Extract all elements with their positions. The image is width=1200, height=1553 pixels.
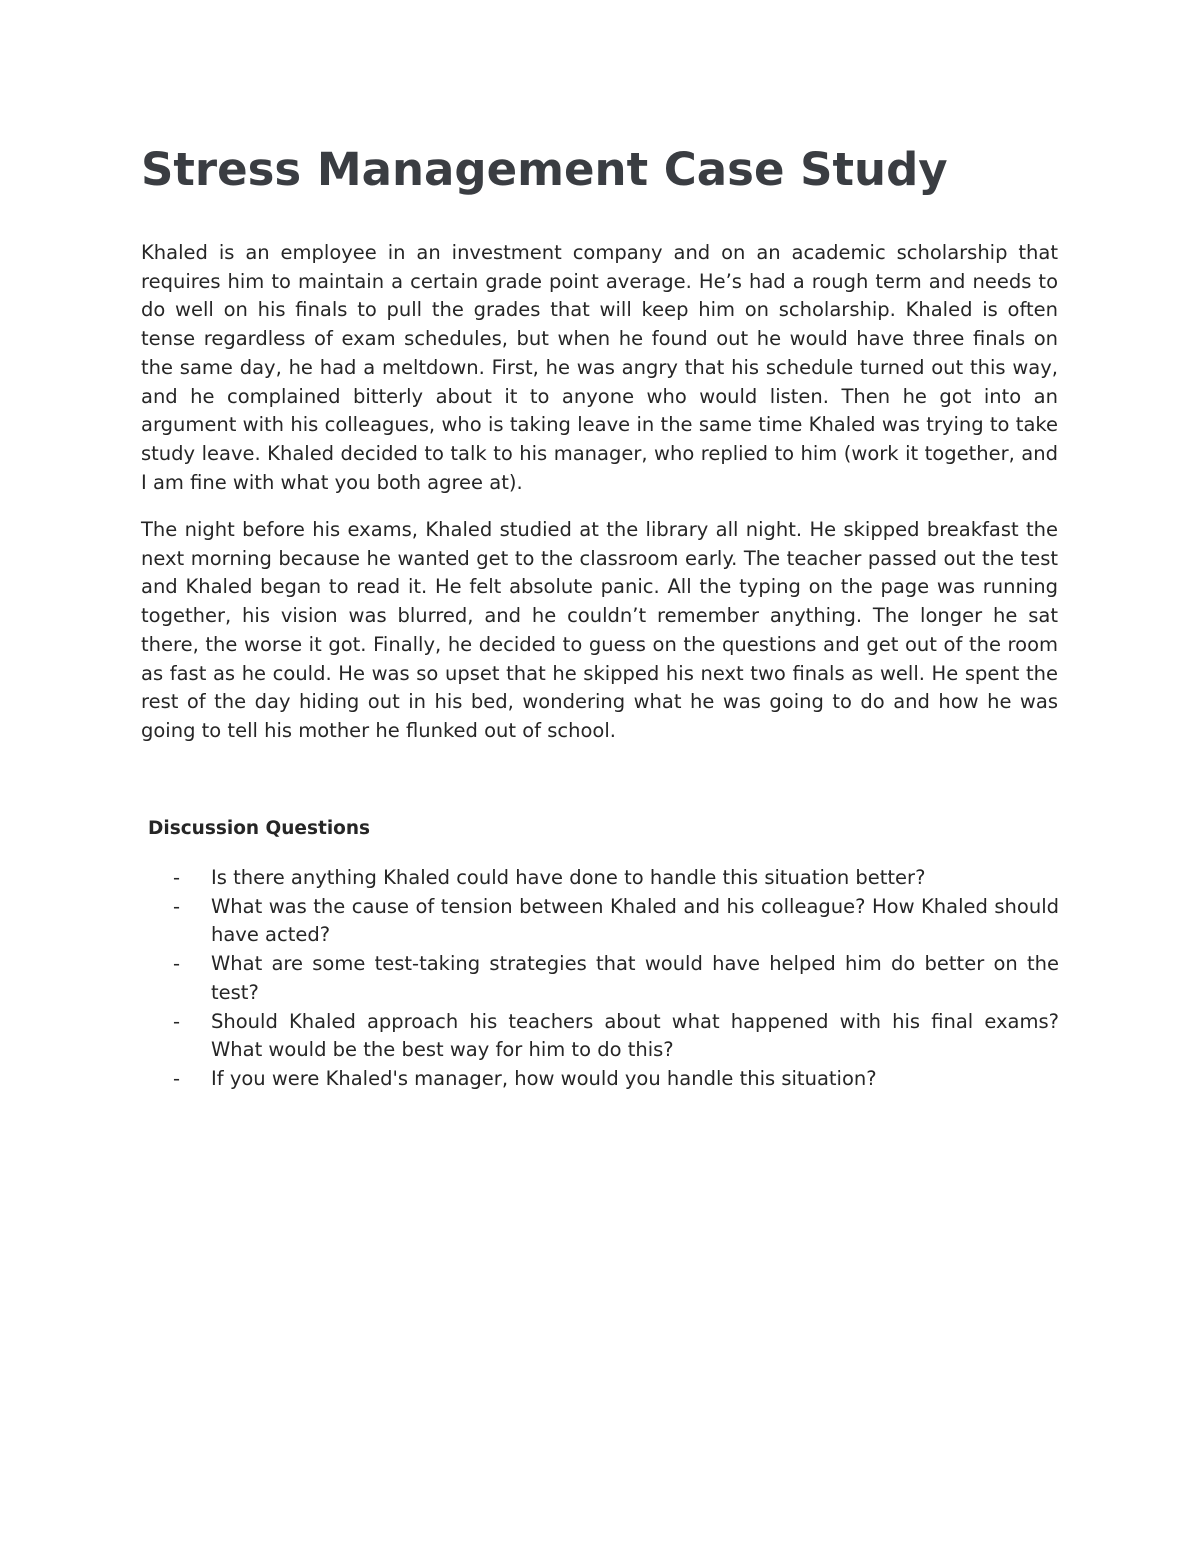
discussion-question — [173, 893, 1059, 950]
dash-bullet-icon: - — [173, 894, 181, 918]
dash-bullet-icon: - — [173, 866, 181, 889]
discussion-heading: Discussion Questions — [148, 818, 371, 839]
question-text: If you were Khaled's manager, how would you handle this situation? — [211, 1066, 877, 1090]
question-text: Should Khaled approach his teachers about what happened with his final exams? What would be the best way for him to do this? — [211, 1009, 1059, 1062]
case-paragraph-1: Khaled is an employee in an investment company and on an academic scholarship that requires him to maintain a certain grade point average. He’s had a rough term and needs to do well on his finals to pull the grades that will keep him on scholarship. Khaled is often tense regardless of exam schedules, but when he found out he would have three finals on the same day, he had a meltdown. First, he was angry that his schedule turned out this way, and he complained bitterly about it to anyone who would listen. Then he got into an argument with his colleagues, who is taking leave in the same time Khaled was trying to take study leave. Khaled decided to talk to his manager, who replied to him (work it together, and I am fine with what you both agree at). — [141, 241, 1058, 494]
question-text: What are some test-taking strategies that would have helped him do better on the test? — [211, 952, 1059, 1004]
dash-bullet-icon: - — [173, 1066, 181, 1090]
dash-bullet-icon: - — [173, 1009, 181, 1033]
discussion-question — [173, 864, 1059, 893]
question-text: Is there anything Khaled could have done to handle this situation better? — [211, 866, 926, 889]
page-title: Stress Management Case Study — [141, 143, 948, 196]
discussion-question — [173, 1008, 1059, 1065]
question-text: What was the cause of tension between Khaled and his colleague? How Khaled should have acted? — [211, 894, 1059, 947]
discussion-question — [173, 950, 1059, 1007]
discussion-question-list — [173, 864, 1059, 1094]
discussion-question — [173, 1065, 1059, 1094]
dash-bullet-icon: - — [173, 952, 181, 976]
case-paragraph-2: The night before his exams, Khaled studied at the library all night. He skipped breakfast the next morning because he wanted get to the classroom early. The teacher passed out the test and Khaled began to read it. He felt absolute panic. All the typing on the page was running together, his vision was blurred, and he couldn’t remember anything. The longer he sat there, the worse it got. Finally, he decided to guess on the questions and get out of the room as fast as he could. He was so upset that he skipped his next two finals as well. He spent the rest of the day hiding out in his bed, wondering what he was going to do and how he was going to tell his mother he flunked out of school. — [141, 518, 1058, 742]
